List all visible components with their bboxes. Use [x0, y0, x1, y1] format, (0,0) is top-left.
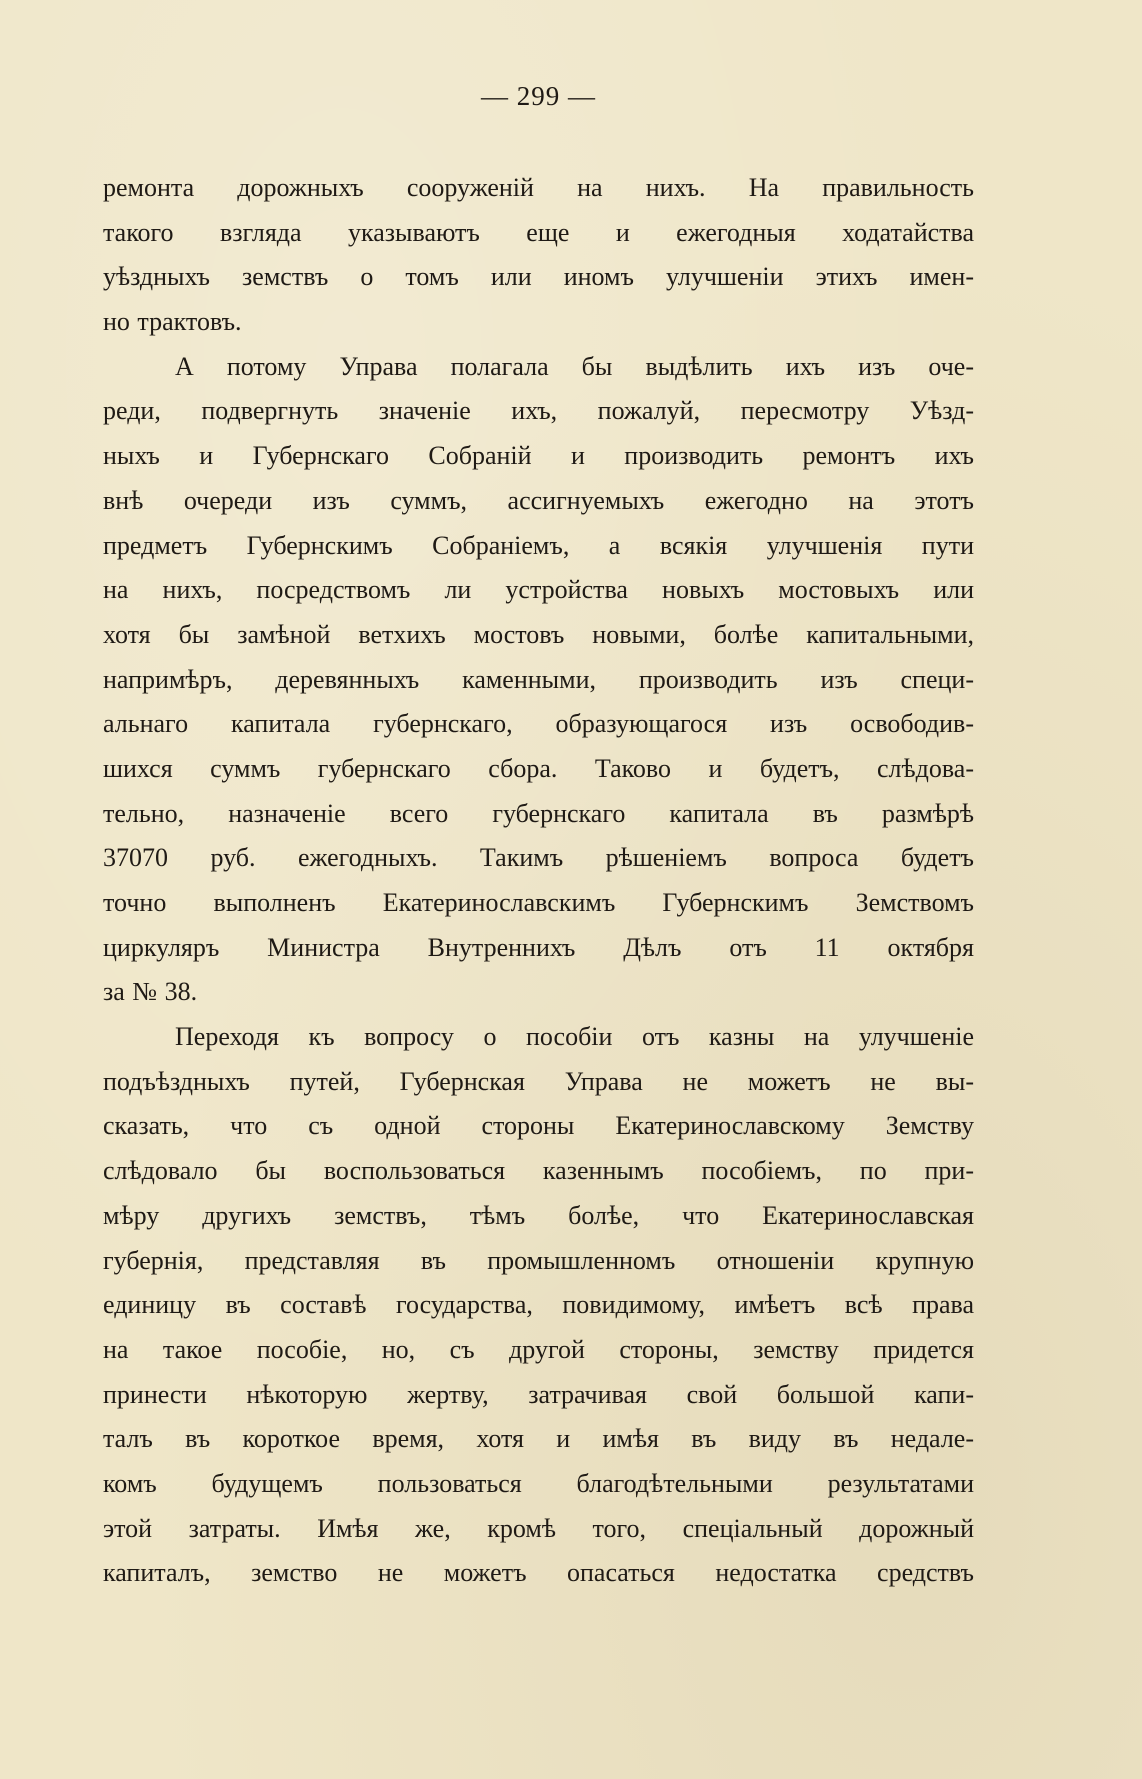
text-line: на такое пособіе, но, съ другой стороны, земству придется: [103, 1334, 974, 1364]
text-line: комъ будущемъ пользоваться благодѣтельными результатами: [103, 1468, 974, 1498]
text-line: предметъ Губернскимъ Собраніемъ, а всякія улучшенія пути: [103, 530, 974, 560]
text-line: внѣ очереди изъ суммъ, ассигнуемыхъ ежегодно на этотъ: [103, 485, 974, 515]
text-line: Переходя къ вопросу о пособіи отъ казны на улучшеніе: [175, 1022, 974, 1052]
text-line: тельно, назначеніе всего губернскаго капитала въ размѣрѣ: [103, 798, 974, 828]
text-line: подъѣздныхъ путей, Губернская Управа не можетъ не вы-: [103, 1066, 974, 1096]
text-line: альнаго капитала губернскаго, образующагося изъ освободив-: [103, 709, 974, 739]
text-line: на нихъ, посредствомъ ли устройства новыхъ мостовыхъ или: [103, 575, 974, 605]
text-line: А потому Управа полагала бы выдѣлить ихъ изъ оче-: [175, 351, 974, 381]
text-line: такого взгляда указываютъ еще и ежегодныя ходатайства: [103, 217, 974, 247]
text-line: этой затраты. Имѣя же, кромѣ того, спеціальный дорожный: [103, 1513, 974, 1543]
text-line: ныхъ и Губернскаго Собраній и производить ремонтъ ихъ: [103, 441, 974, 471]
text-line: циркуляръ Министра Внутреннихъ Дѣлъ отъ 11 октября: [103, 932, 974, 962]
page-number: — 299 —: [481, 81, 596, 111]
text-line: сказать, что съ одной стороны Екатеринославскому Земству: [103, 1111, 974, 1141]
text-line: хотя бы замѣной ветхихъ мостовъ новыми, болѣе капитальными,: [103, 619, 974, 649]
text-line: за № 38.: [103, 977, 198, 1007]
text-line: но трактовъ.: [103, 307, 242, 337]
text-line: слѣдовало бы воспользоваться казеннымъ пособіемъ, по при-: [103, 1156, 974, 1186]
text-line: реди, подвергнуть значеніе ихъ, пожалуй, пересмотру Уѣзд-: [103, 396, 974, 426]
text-line: талъ въ короткое время, хотя и имѣя въ виду въ недале-: [103, 1424, 974, 1454]
text-line: шихся суммъ губернскаго сбора. Таково и будетъ, слѣдова-: [103, 753, 974, 783]
text-line: уѣздныхъ земствъ о томъ или иномъ улучшеніи этихъ имен-: [103, 262, 974, 292]
text-line: губернія, представляя въ промышленномъ отношеніи крупную: [103, 1245, 974, 1275]
text-line: точно выполненъ Екатеринославскимъ Губернскимъ Земствомъ: [103, 888, 974, 917]
text-line: капиталъ, земство не можетъ опасаться недостатка средствъ: [103, 1558, 974, 1588]
text-line: мѣру другихъ земствъ, тѣмъ болѣе, что Екатеринославская: [103, 1200, 974, 1230]
text-line: единицу въ составѣ государства, повидимому, имѣетъ всѣ права: [103, 1290, 974, 1320]
text-line: принести нѣкоторую жертву, затрачивая свой большой капи-: [103, 1379, 974, 1409]
text-line: ремонта дорожныхъ сооруженій на нихъ. На правильность: [103, 173, 974, 202]
text-line: напримѣръ, деревянныхъ каменными, производить изъ специ-: [103, 664, 974, 694]
body-text: [103, 166, 974, 1596]
text-line: 37070 руб. ежегодныхъ. Такимъ рѣшеніемъ вопроса будетъ: [103, 843, 974, 873]
